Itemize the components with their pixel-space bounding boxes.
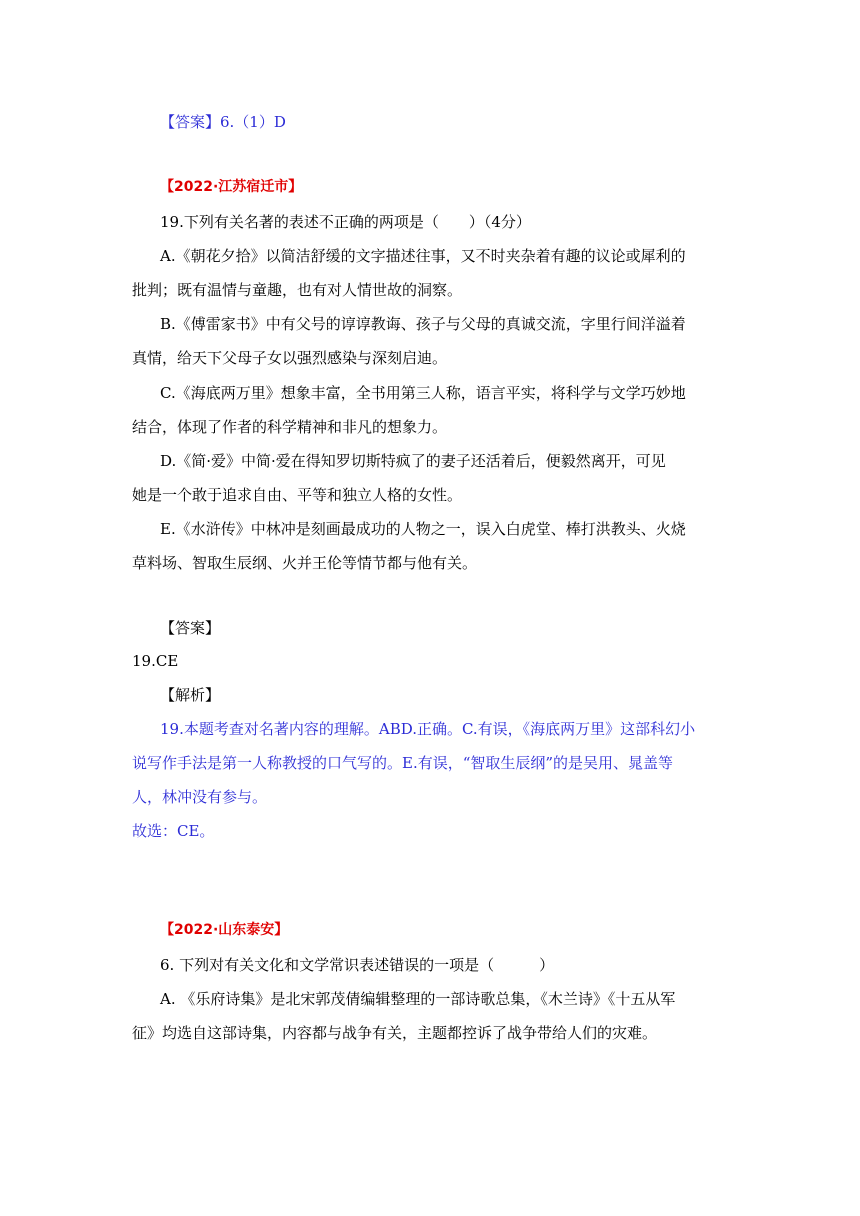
option-c-line1: C.《海底两万里》想象丰富，全书用第三人称，语言平实，将科学与文学巧妙地 [160, 384, 686, 402]
question-6: 6. 下列对有关文化和文学常识表述错误的一项是（ ） [160, 956, 555, 974]
conclusion-line: 故选：CE。 [132, 822, 215, 840]
option-c-line2: 结合，体现了作者的科学精神和非凡的想象力。 [132, 418, 448, 436]
option-b-line1: B.《傅雷家书》中有父号的谆谆教诲、孩子与父母的真诚交流，字里行间洋溢着 [160, 315, 686, 333]
option-d-line1: D.《简·爱》中简·爱在得知罗切斯特疯了的妻子还活着后，便毅然离开，可见 [160, 452, 666, 470]
question-19: 19.下列有关名著的表述不正确的两项是（ ）（4分） [160, 213, 531, 231]
analysis-line2: 说写作手法是第一人称教授的口气写的。E.有误，“智取生辰纲”的是吴用、晁盖等 [132, 754, 674, 772]
answer-line-6: 【答案】6.（1）D [160, 113, 286, 131]
analysis-label: 【解析】 [160, 686, 221, 704]
option-a-line1-s3: A. 《乐府诗集》是北宋郭茂倩编辑整理的一部诗歌总集，《木兰诗》《十五从军 [160, 990, 676, 1008]
answer-value: 19.CE [132, 652, 179, 670]
option-e-line1: E.《水浒传》中林冲是刻画最成功的人物之一，误入白虎堂、棒打洪教头、火烧 [160, 520, 686, 538]
option-e-line2: 草料场、智取生辰纲、火并王伦等情节都与他有关。 [132, 554, 478, 572]
analysis-line3: 人，林冲没有参与。 [132, 788, 268, 806]
source-tag-suqian: 【2022·江苏宿迁市】 [160, 179, 303, 195]
option-d-line2: 她是一个敢于追求自由、平等和独立人格的女性。 [132, 486, 463, 504]
source-tag-taian: 【2022·山东泰安】 [160, 922, 289, 938]
option-a-line2-s3: 征》均选自这部诗集，内容都与战争有关，主题都控诉了战争带给人们的灾难。 [132, 1024, 658, 1042]
answer-label: 【答案】 [160, 619, 221, 637]
option-a-line1: A.《朝花夕拾》以简洁舒缓的文字描述往事，又不时夹杂着有趣的议论或犀利的 [160, 247, 686, 265]
option-a-line2: 批判；既有温情与童趣，也有对人情世故的洞察。 [132, 281, 463, 299]
analysis-line1: 19.本题考查对名著内容的理解。ABD.正确。C.有误，《海底两万里》这部科幻小 [160, 720, 696, 738]
option-b-line2: 真情，给天下父母子女以强烈感染与深刻启迪。 [132, 349, 448, 367]
